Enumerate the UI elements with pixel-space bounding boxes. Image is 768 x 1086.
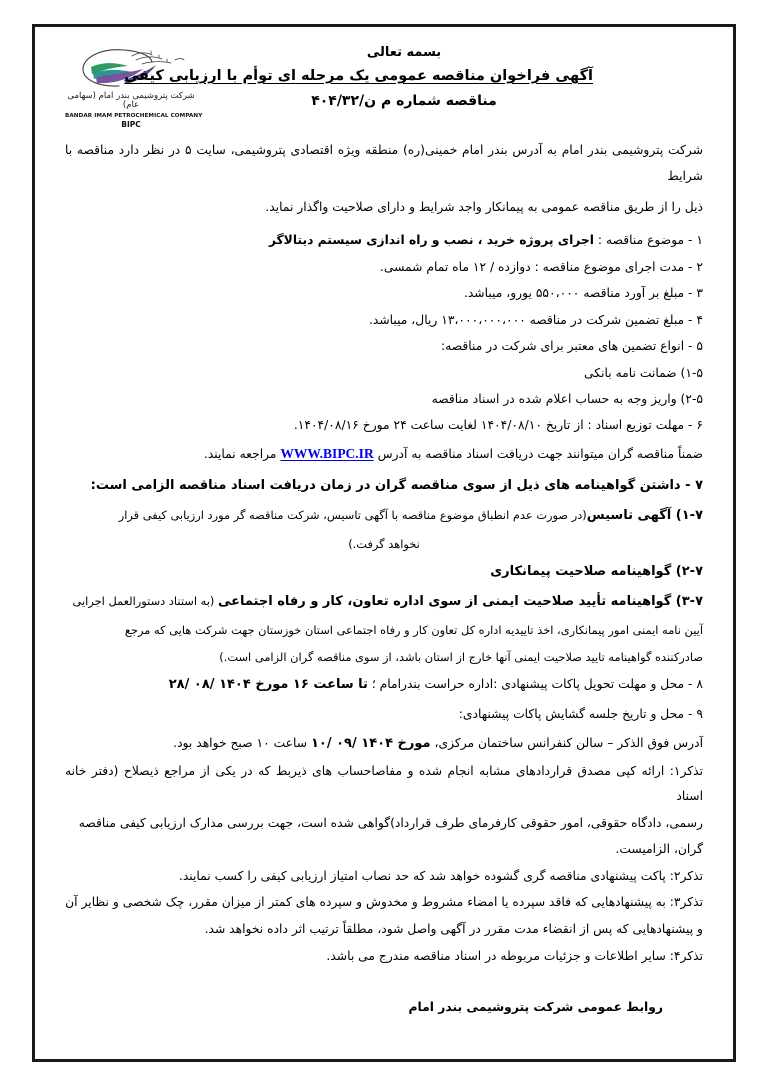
bipc-website-link[interactable]: WWW.BIPC.IR bbox=[280, 445, 374, 461]
website-line bbox=[65, 439, 703, 468]
document-body bbox=[65, 137, 703, 1021]
item-6-distribution-deadline: ۶ - مهلت توزیع اسناد : از تاریخ ۱۴۰۴/۰۸/۱۰ لغایت ساعت ۲۴ مورخ ۱۴۰۴/۰۸/۱۶. bbox=[293, 418, 703, 433]
item-9-opening-detail bbox=[65, 730, 703, 758]
note-1-line-1: تذکر۱: ارائه کپی مصدق قراردادهای مشابه انجام شده و مفاصاحساب های ذیربط که در یکی از مراجع ذیصلاح (دفتر خانه اسناد bbox=[65, 764, 703, 804]
item-7-1-establishment bbox=[65, 502, 703, 530]
item-9-address: آدرس فوق الذکر – سالن کنفرانس ساختمان مرکزی، bbox=[430, 735, 703, 750]
item-3-estimated-amount: ۳ - مبلغ بر آورد مناقصه ۵۵۰،۰۰۰ یورو، میباشد. bbox=[463, 286, 703, 301]
page-title: آگهی فراخوان مناقصه عمومی یک مرحله ای توأم با ارزیابی کیفی bbox=[124, 68, 593, 84]
item-9-opening-session: ۹ - محل و تاریخ جلسه گشایش پاکات پیشنهادی: bbox=[458, 707, 703, 722]
tender-number: مناقصه شماره م ن/۴۰۴/۳۲ bbox=[311, 93, 497, 109]
item-7-3-note-line2: آیین نامه ایمنی امور پیمانکاری، اخذ تاییدیه اداره کل تعاون کار و رفاه اجتماعی استان خوزستان جهت شرکت هایی که مرجع bbox=[124, 623, 703, 638]
item-7-3-note-line3: صادرکننده گواهینامه تایید صلاحیت ایمنی آنها خارج از استان باشد، از سوی مناقصه گران الزامی است.) bbox=[219, 649, 703, 664]
item-5-2-deposit: ۲-۵) واریز وجه به حساب اعلام شده در اسناد مناقصه bbox=[431, 391, 703, 406]
notes-section bbox=[65, 759, 703, 968]
public-relations-signature: روابط عمومی شرکت پتروشیمی بندر امام bbox=[408, 1000, 663, 1015]
item-7-1-label: ۱-۷) آگهی تاسیس bbox=[586, 507, 703, 523]
item-7-certificates-heading: ۷ - داشتن گواهینامه های ذیل از سوی مناقصه گران در زمان دریافت اسناد مناقصه الزامی است: bbox=[90, 477, 703, 493]
item-5-1-bank-guarantee: ۱-۵) ضمانت نامه بانکی bbox=[584, 365, 703, 380]
item-5-guarantee-types: ۵ - انواع تضمین های معتبر برای شرکت در مناقصه: bbox=[440, 339, 703, 354]
item-7-2-contractor-qualification: ۲-۷) گواهینامه صلاحیت پیمانکاری bbox=[490, 564, 703, 580]
item-8-deadline: تا ساعت ۱۶ مورخ ۱۴۰۴ /۰۸ /۲۸ bbox=[168, 677, 368, 693]
document-header bbox=[65, 41, 703, 137]
note-3-line-1: تذکر۳: به پیشنهادهایی که فاقد سپرده یا امضاء مشروط و مخدوش و سپرده های کمتر از میزان مقرر، چک شخصی و نظایر آن bbox=[65, 895, 703, 910]
intro-line-2: ذیل را از طریق مناقصه عمومی به پیمانکار واجد شرایط و دارای صلاحیت واگذار نماید. bbox=[265, 199, 703, 214]
item-8-label: ۸ - محل و مهلت تحویل پاکات پیشنهادی :اداره حراست بندرامام ؛ bbox=[367, 677, 703, 692]
note-1-line-3: گران، الزامیست. bbox=[615, 842, 703, 857]
item-7-1-note: (در صورت عدم انطباق موضوع مناقصه با آگهی تاسیس، شرکت مناقصه گر مورد ارزیابی کیفی قرار bbox=[118, 507, 587, 522]
item-7-3-safety-qualification bbox=[65, 588, 703, 616]
item-1-label: ۱ - موضوع مناقصه : bbox=[594, 233, 703, 248]
item-8-submission bbox=[65, 671, 703, 699]
note-2: تذکر۲: پاکت پیشنهادی مناقصه گری گشوده خواهد شد که حد نصاب امتیاز ارزیابی کیفی را کسب نمایند. bbox=[178, 868, 703, 883]
item-7-3-note: (به استناد دستورالعمل اجرایی bbox=[72, 594, 218, 609]
note-3-line-2: و پیشنهادهایی که پس از انقضاء مدت مقرر در آگهی واصل شود، مطلقاً ترتیب اثر داده نخواهد شد. bbox=[204, 922, 703, 936]
item-7-1-note-cont: نخواهد گرفت.) bbox=[348, 536, 420, 551]
item-9-date: مورخ ۱۴۰۴ /۰۹ /۱۰ bbox=[310, 735, 431, 751]
item-9-time: ساعت ۱۰ صبح خواهد بود. bbox=[173, 735, 311, 750]
note-4: تذکر۴: سایر اطلاعات و جزئیات مربوطه در اسناد مناقصه مندرج می باشد. bbox=[326, 948, 703, 963]
document-page bbox=[32, 24, 736, 1062]
item-1-value: اجرای پروژه خرید ، نصب و راه اندازی سیستم دیتالاگر bbox=[268, 233, 595, 248]
basmala-text: بسمه تعالی bbox=[366, 45, 442, 60]
website-line-suffix: مراجعه نمایند. bbox=[203, 446, 281, 461]
page-content bbox=[35, 27, 733, 1059]
item-1-subject bbox=[65, 227, 703, 253]
logo-company-name-fa: شرکت پتروشیمی بندر امام (سهامی عام) bbox=[67, 91, 195, 111]
item-2-duration: ۲ - مدت اجرای موضوع مناقصه : دوازده / ۱۲ ماه تمام شمسی. bbox=[379, 259, 703, 274]
header-title-block bbox=[124, 45, 593, 109]
logo-abbreviation: BIPC bbox=[121, 119, 141, 129]
note-1-line-2: رسمی، دادگاه حقوقی، امور حقوقی کارفرمای طرف قرارداد)گواهی شده است، جهت بررسی مدارک ارزیابی کیفی مناقصه bbox=[78, 815, 703, 830]
website-line-prefix: ضمناً مناقصه گران میتوانند جهت دریافت اسناد مناقصه به آدرس bbox=[373, 446, 703, 461]
item-7-3-label: ۳-۷) گواهینامه تأیید صلاحیت ایمنی از سوی اداره تعاون، کار و رفاه اجتماعی bbox=[217, 594, 703, 610]
company-logo-block bbox=[65, 45, 203, 129]
item-4-guarantee-amount: ۴ - مبلغ تضمین شرکت در مناقصه ۱۳،۰۰۰،۰۰۰،۰۰۰ ریال، میباشد. bbox=[368, 312, 703, 327]
logo-company-name-en: BANDAR IMAM PETROCHEMICAL COMPANY bbox=[65, 112, 203, 119]
intro-line-1: شرکت پتروشیمی بندر امام به آدرس بندر امام خمینی(ره) منطقه ویژه اقتصادی پتروشیمی، سایت ۵ در نظر دارد مناقصه با شرایط bbox=[65, 143, 703, 184]
